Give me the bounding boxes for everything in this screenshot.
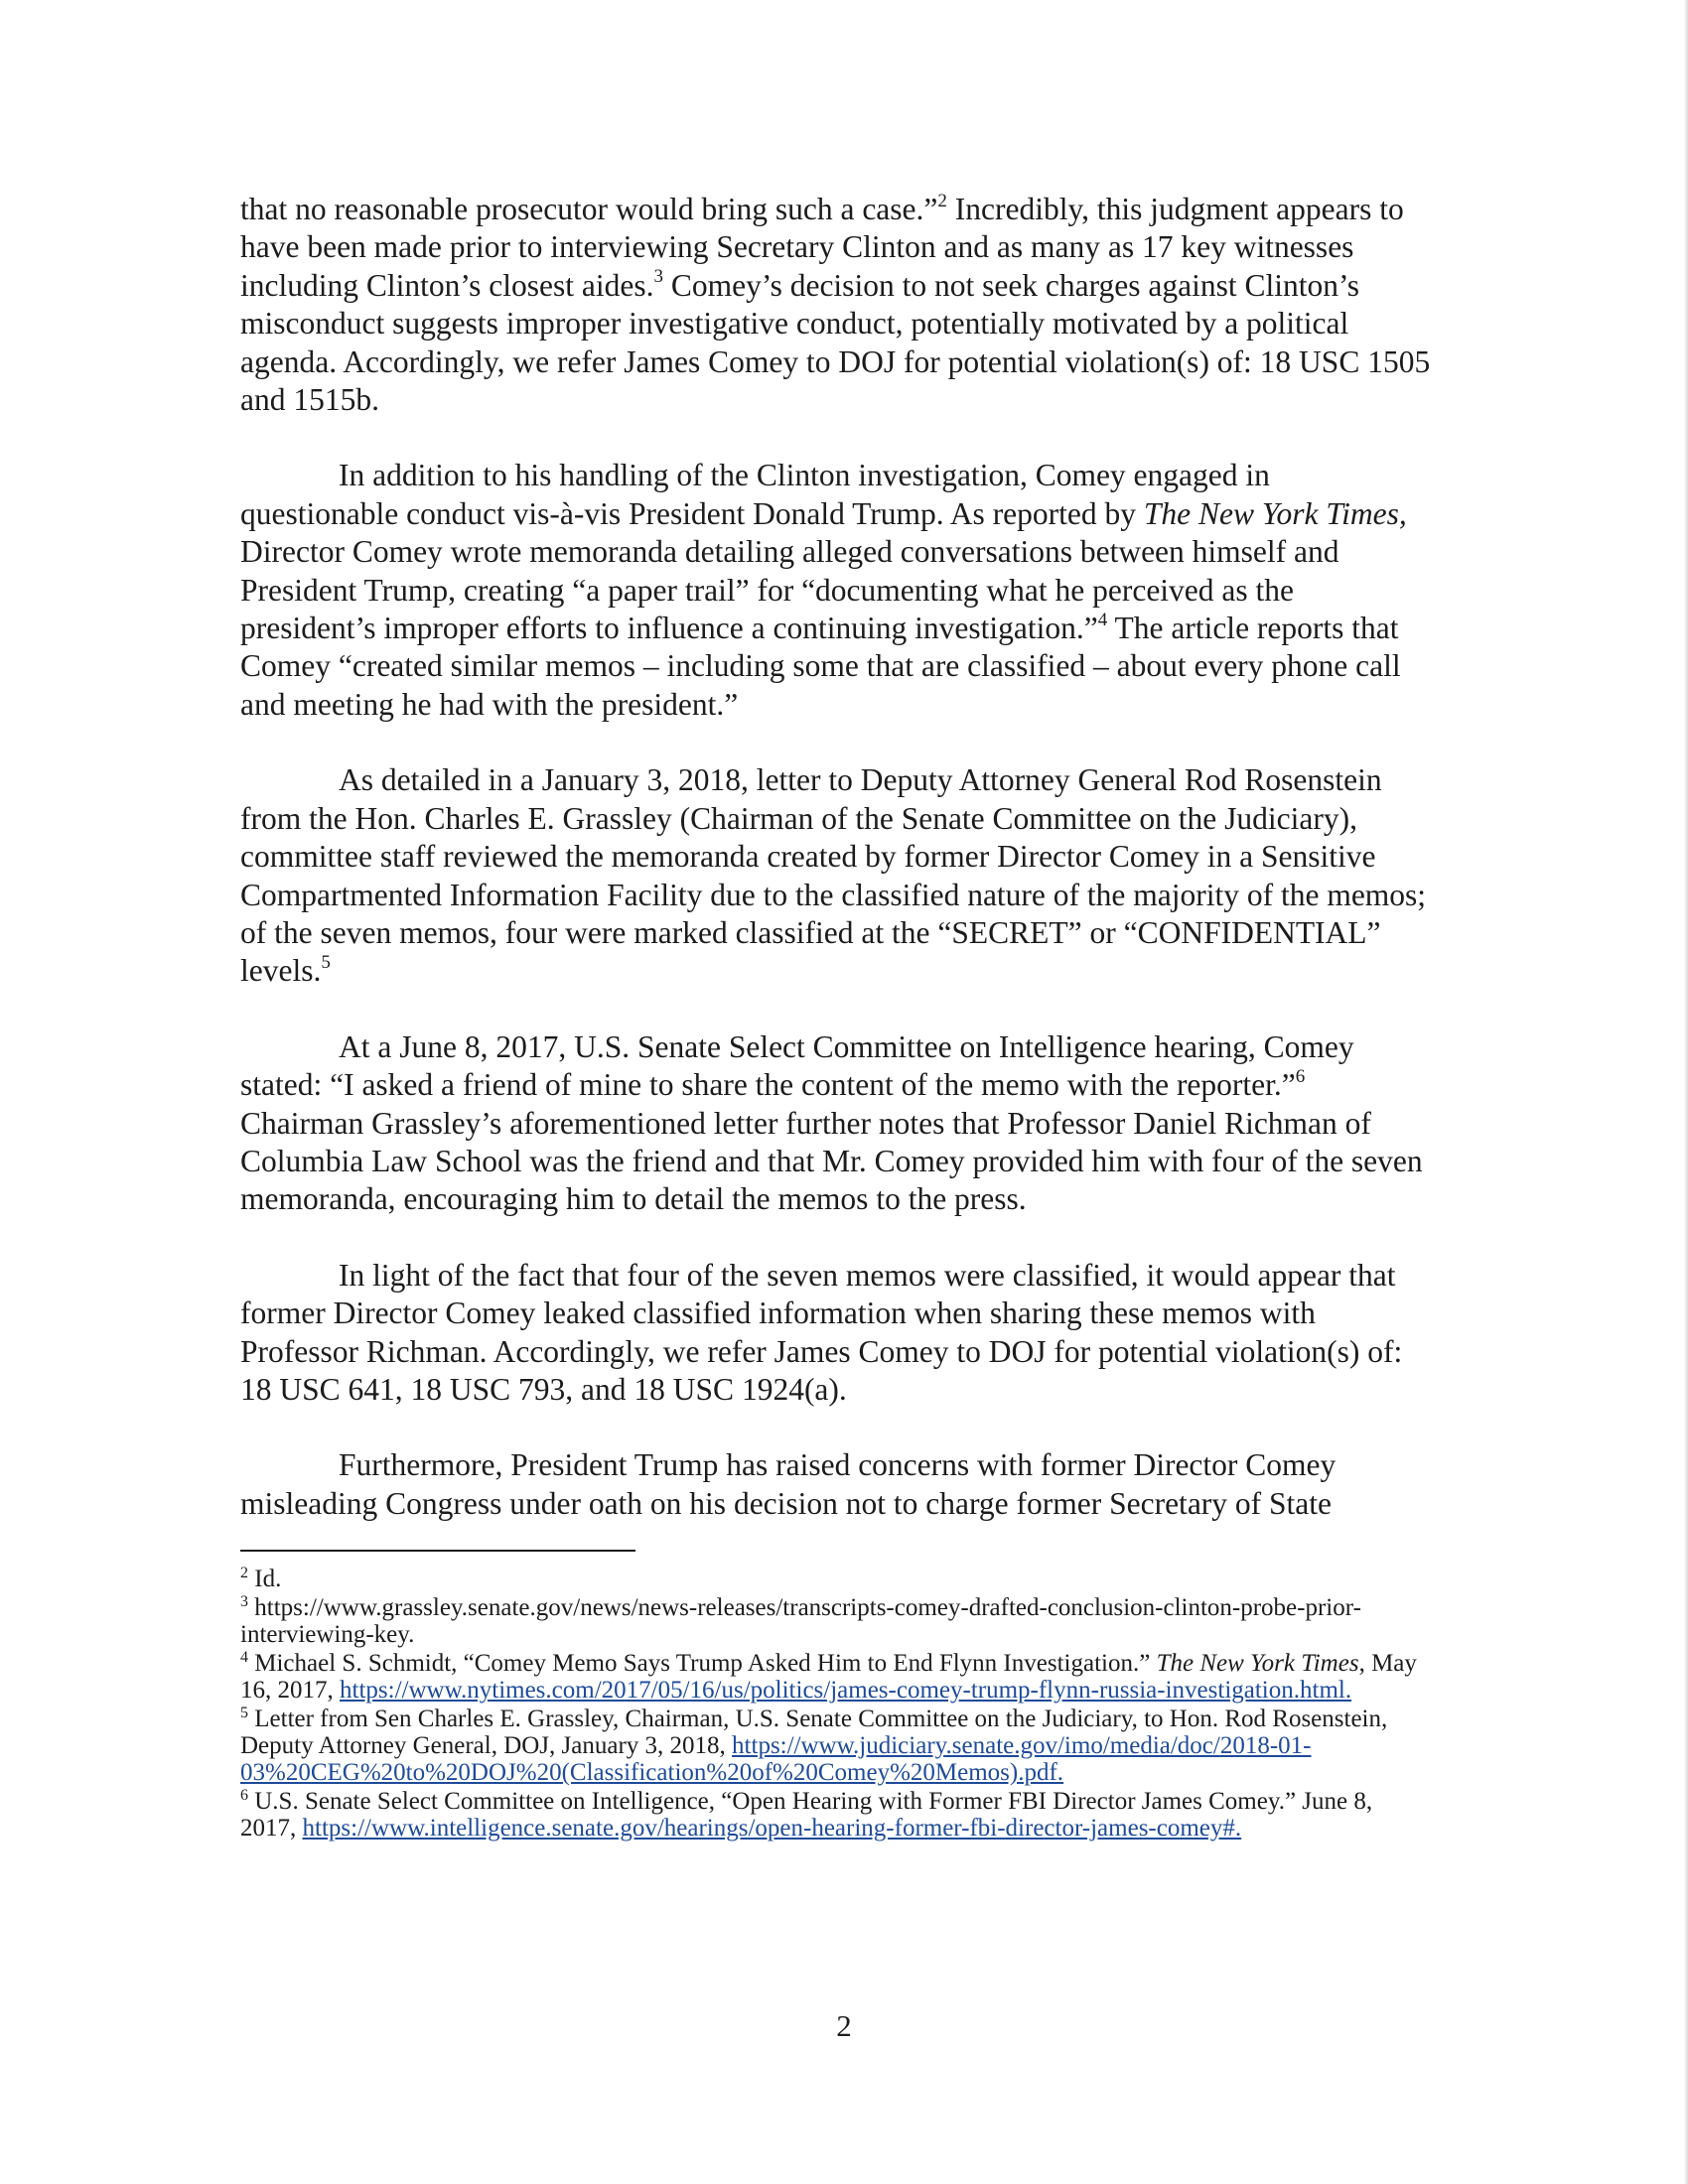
body-paragraph <box>240 761 1432 990</box>
judiciary-link[interactable]: https://www.judiciary.senate.gov/imo/media/doc/2018-01-03%20CEG%20to%20DOJ%20(Classification%20of%20Comey%20Memos).pdf. <box>240 1732 1312 1786</box>
footnote-ref: 3 <box>653 266 663 288</box>
footnote-text: , May 16, 2017, <box>240 1650 1417 1704</box>
footnote <box>240 1594 1432 1648</box>
footnote-number: 4 <box>240 1648 248 1666</box>
body-paragraph <box>240 1028 1432 1219</box>
footnote-ref: 6 <box>1295 1065 1306 1087</box>
intelligence-link[interactable]: https://www.intelligence.senate.gov/hearings/open-hearing-former-fbi-director-james-comey#. <box>302 1815 1242 1842</box>
text-segment: Director Comey wrote memoranda detailing alleged conversations between himself and President Trump, creating “a paper trail” for “documenting what he perceived as the president’s improper efforts to influence a continuing investigation.” <box>240 534 1339 646</box>
text-segment: that no reasonable prosecutor would bring such a case.” <box>240 192 938 226</box>
footnote-text: Id. <box>248 1566 282 1592</box>
publication-title: The New York Times, <box>1143 495 1407 531</box>
footnote-text: https://www.grassley.senate.gov/news/news-releases/transcripts-comey-drafted-conclusion-clinton-probe-prior-interviewing-key. <box>240 1594 1361 1648</box>
footnote-ref: 2 <box>937 190 947 211</box>
footnote-number: 2 <box>240 1564 248 1581</box>
body-paragraph <box>240 191 1432 419</box>
text-segment: As detailed in a January 3, 2018, letter to Deputy Attorney General Rod Rosenstein from the Hon. Charles E. Grassley (Chairman of the Senate Committee on the Judiciary), committee staff reviewed the memoranda created by former Director Comey in a Sensitive Compartmented Information Facility due to the classified nature of the majority of the memos; of the seven memos, four were marked classified at the “SECRET” or “CONFIDENTIAL” levels. <box>240 762 1427 989</box>
text-segment: In light of the fact that four of the seven memos were classified, it would appear that former Director Comey leaked classified information when sharing these memos with Professor Richman. Accordingly, we refer James Comey to DOJ for potential violation(s) of: 18 USC 641, 18 USC 793, and 18 USC 1924(a). <box>240 1257 1403 1407</box>
footnote-separator <box>240 1550 635 1552</box>
page-number: 2 <box>836 2008 852 2043</box>
body-paragraph <box>240 457 1432 724</box>
body-paragraph <box>240 1446 1432 1523</box>
footnote-number: 5 <box>240 1704 248 1721</box>
text-segment: At a June 8, 2017, U.S. Senate Select Committee on Intelligence hearing, Comey stated: “I asked a friend of mine to share the content of the memo with the reporter.” <box>240 1028 1354 1103</box>
publication-title: The New York Times <box>1156 1650 1359 1677</box>
footnote <box>240 1788 1432 1842</box>
scan-page-edge <box>1684 0 1688 2184</box>
footnote-ref: 4 <box>1097 609 1108 630</box>
footnote-text: Letter from Sen Charles E. Grassley, Chairman, U.S. Senate Committee on the Judiciary, to Hon. Rod Rosenstein, Deputy Attorney General, DOJ, January 3, 2018, <box>240 1706 1388 1759</box>
footnote-text: Michael S. Schmidt, “Comey Memo Says Trump Asked Him to End Flynn Investigation.” <box>248 1650 1157 1677</box>
text-segment: Incredibly, this judgment appears to have been made prior to interviewing Secretary Clinton and as many as 17 key witnesses including Clinton’s closest aides. <box>240 192 1404 303</box>
nytimes-link[interactable]: https://www.nytimes.com/2017/05/16/us/politics/james-comey-trump-flynn-russia-investigation.html. <box>340 1677 1352 1704</box>
text-segment: Comey’s decision to not seek charges against Clinton’s misconduct suggests improper investigative conduct, potentially motivated by a political agenda. Accordingly, we refer James Comey to DOJ for potential violation(s) of: 18 USC 1505 and 1515b. <box>240 267 1431 418</box>
footnote <box>240 1706 1432 1786</box>
footnote-number: 3 <box>240 1592 248 1610</box>
body-text <box>240 191 1432 1523</box>
text-segment: In addition to his handling of the Clinton investigation, Comey engaged in questionable conduct vis-à-vis President Donald Trump. As reported by <box>240 458 1270 531</box>
footnote <box>240 1566 1432 1592</box>
footnote-text: U.S. Senate Select Committee on Intelligence, “Open Hearing with Former FBI Director James Comey.” June 8, 2017, <box>240 1788 1373 1842</box>
footnotes <box>240 1566 1432 1843</box>
text-segment: The article reports that Comey “created similar memos – including some that are classified – about every phone call and meeting he had with the president.” <box>240 611 1401 722</box>
body-paragraph <box>240 1257 1432 1410</box>
text-segment: Chairman Grassley’s aforementioned letter further notes that Professor Daniel Richman of Columbia Law School was the friend and that Mr. Comey provided him with four of the seven memoranda, encouraging him to detail the memos to the press. <box>240 1105 1423 1217</box>
text-segment: Furthermore, President Trump has raised concerns with former Director Comey misleading Congress under oath on his decision not to charge former Secretary of State <box>240 1447 1336 1521</box>
footnote-number: 6 <box>240 1786 248 1804</box>
footnote-ref: 5 <box>321 951 331 973</box>
footnote <box>240 1650 1432 1704</box>
